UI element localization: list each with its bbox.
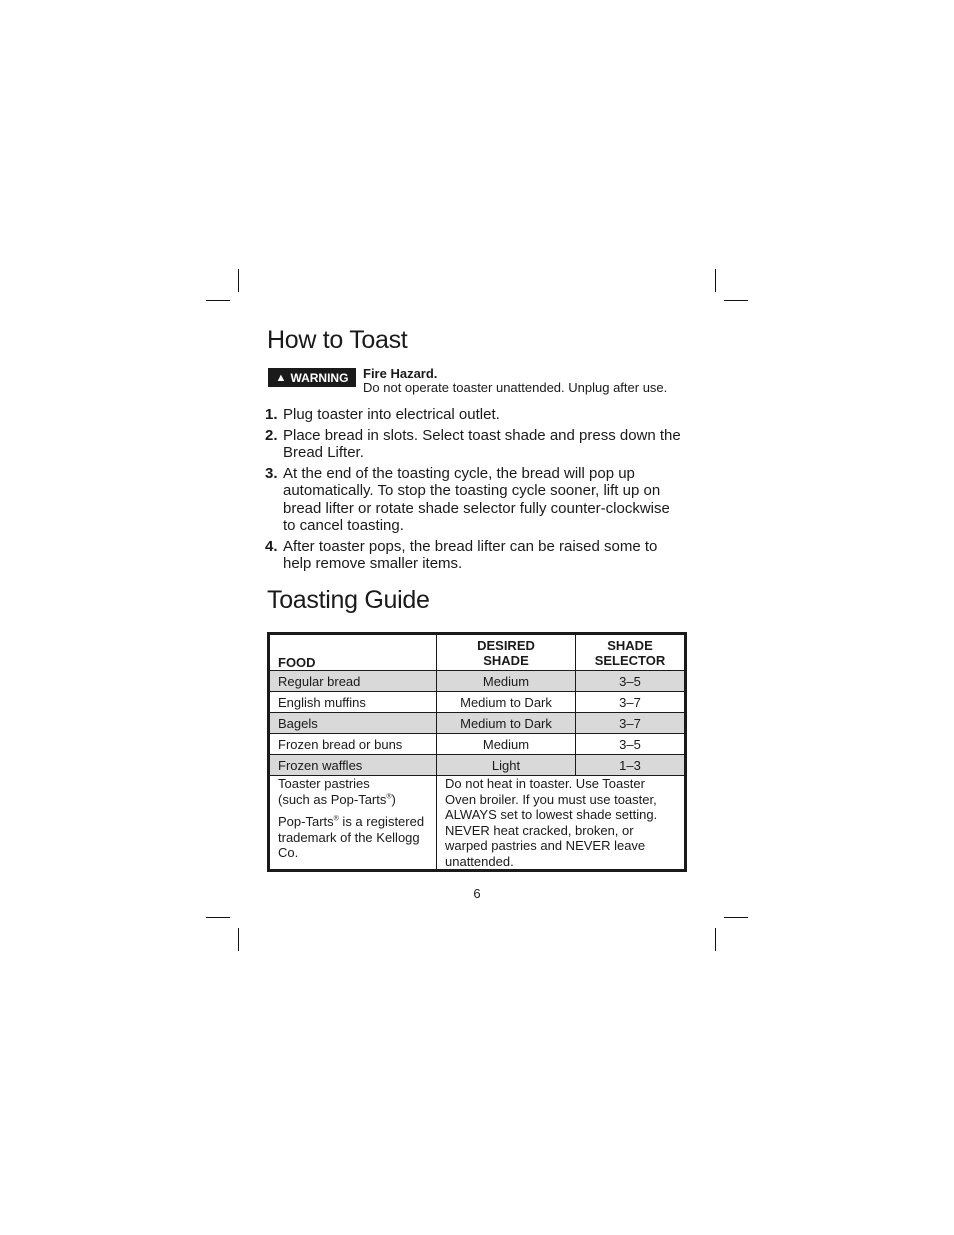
pastries-line: ) bbox=[391, 791, 396, 807]
step-text: At the end of the toasting cycle, the bread will pop up automatically. To stop the toasting cycle sooner, lift up on bread lifter or rotate shade selector fully counter-clockwise to cancel toasting. bbox=[283, 464, 670, 534]
table-row bbox=[269, 713, 686, 734]
warning-label: WARNING bbox=[290, 370, 349, 385]
warning-message bbox=[363, 367, 667, 395]
crop-mark bbox=[206, 917, 230, 918]
instruction-steps bbox=[265, 406, 685, 576]
shade-cell: Medium bbox=[437, 734, 576, 755]
food-cell: Regular bread bbox=[269, 671, 437, 692]
crop-mark bbox=[724, 300, 748, 301]
table-row bbox=[269, 692, 686, 713]
trademark-note bbox=[278, 814, 428, 861]
warning-triangle-icon: ▲ bbox=[275, 371, 287, 384]
step-item bbox=[265, 427, 685, 462]
selector-cell: 3–5 bbox=[576, 671, 686, 692]
pastries-line: (such as Pop-Tarts bbox=[278, 791, 387, 807]
warning-heading: Fire Hazard. bbox=[363, 366, 438, 381]
crop-mark bbox=[715, 269, 716, 292]
header-line: SELECTOR bbox=[594, 652, 666, 668]
step-text: After toaster pops, the bread lifter can be raised some to help remove smaller items. bbox=[283, 537, 658, 572]
step-item bbox=[265, 465, 685, 535]
header-line: SHADE bbox=[483, 652, 529, 668]
selector-cell: 3–7 bbox=[576, 692, 686, 713]
step-item bbox=[265, 406, 685, 424]
table-row bbox=[269, 734, 686, 755]
warning-badge bbox=[268, 368, 356, 387]
crop-mark bbox=[715, 928, 716, 951]
step-text: Plug toaster into electrical outlet. bbox=[283, 406, 500, 423]
shade-cell: Medium to Dark bbox=[437, 713, 576, 734]
registered-mark: ® bbox=[386, 793, 392, 801]
selector-cell: 3–5 bbox=[576, 734, 686, 755]
header-shade-selector bbox=[576, 634, 686, 671]
shade-cell: Medium to Dark bbox=[437, 692, 576, 713]
food-cell: Bagels bbox=[269, 713, 437, 734]
crop-mark bbox=[238, 928, 239, 951]
crop-mark bbox=[724, 917, 748, 918]
selector-cell: 3–7 bbox=[576, 713, 686, 734]
trademark-name: Pop-Tarts bbox=[278, 814, 334, 829]
pastries-food-cell bbox=[269, 776, 437, 871]
warning-body: Do not operate toaster unattended. Unplug after use. bbox=[363, 380, 668, 395]
pastries-line: Toaster pastries bbox=[278, 776, 370, 791]
step-number: 2. bbox=[265, 426, 278, 444]
crop-mark bbox=[238, 269, 239, 292]
header-line: DESIRED bbox=[477, 637, 535, 653]
step-number: 1. bbox=[265, 406, 278, 423]
header-food: FOOD bbox=[269, 634, 437, 671]
page-title: How to Toast bbox=[267, 326, 408, 354]
trademark-text: is a registered trademark of the Kellogg Co. bbox=[278, 814, 425, 860]
table-row bbox=[269, 671, 686, 692]
pastries-note-cell: Do not heat in toaster. Use Toaster Oven broiler. If you must use toaster, ALWAYS set to lowest shade setting. NEVER heat cracked, broken, or warped pastries and NEVER leave unattended. bbox=[437, 776, 686, 871]
food-cell: Frozen waffles bbox=[269, 755, 437, 776]
crop-mark bbox=[206, 300, 230, 301]
step-number: 4. bbox=[265, 537, 278, 555]
step-item bbox=[265, 538, 685, 573]
toasting-guide-table bbox=[267, 632, 687, 872]
shade-cell: Light bbox=[437, 755, 576, 776]
selector-cell: 1–3 bbox=[576, 755, 686, 776]
table-row-pastries bbox=[269, 776, 686, 871]
header-desired-shade bbox=[437, 634, 576, 671]
table-header-row bbox=[269, 634, 686, 671]
food-cell: English muffins bbox=[269, 692, 437, 713]
shade-cell: Medium bbox=[437, 671, 576, 692]
step-text: Place bread in slots. Select toast shade and press down the Bread Lifter. bbox=[283, 426, 681, 461]
header-line: SHADE bbox=[607, 637, 653, 653]
food-cell: Frozen bread or buns bbox=[269, 734, 437, 755]
section-title: Toasting Guide bbox=[267, 586, 430, 614]
table-row bbox=[269, 755, 686, 776]
page-number: 6 bbox=[473, 886, 481, 901]
registered-mark: ® bbox=[333, 815, 339, 823]
step-number: 3. bbox=[265, 464, 278, 482]
pastries-label bbox=[278, 776, 428, 807]
